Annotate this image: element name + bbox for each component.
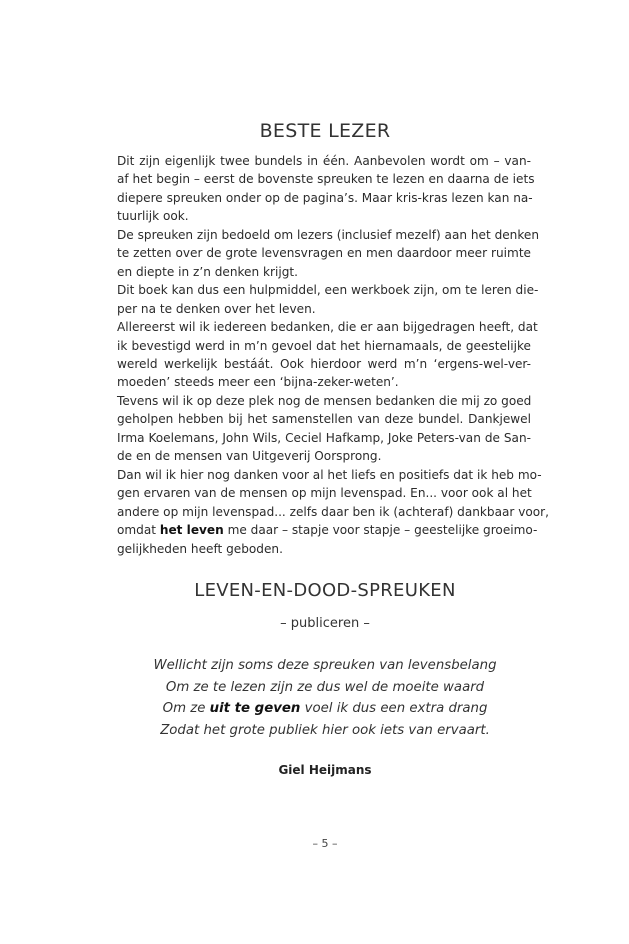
bold-phrase: het leven — [159, 523, 224, 538]
poem-line: Wellicht zijn soms deze spreuken van levensbelang — [153, 658, 497, 673]
text-line: andere op mijn levenspad... zelfs daar ben ik (achteraf) dankbaar voor, — [117, 504, 549, 519]
body-text — [117, 152, 549, 558]
page-number: – 5 – — [312, 837, 338, 850]
text-line: Allereerst wil ik iedereen bedanken, die er aan bijgedragen heeft, dat — [117, 320, 538, 335]
text-line: tuurlijk ook. — [117, 209, 189, 224]
text-line: Tevens wil ik op deze plek nog de mensen bedanken die mij zo goed — [117, 393, 532, 408]
poem-line: Om ze te lezen zijn ze dus wel de moeite waard — [165, 679, 485, 695]
section-title-2: LEVEN-EN-DOOD-SPREUKEN — [194, 580, 456, 601]
text-line: en diepte in z’n denken krijgt. — [117, 264, 298, 279]
poem-line — [0, 698, 629, 720]
text-line: te zetten over de grote levensvragen en men daardoor meer ruimte — [117, 246, 531, 261]
text-line: per na te denken over het leven. — [117, 301, 316, 316]
poem-fragment: Om ze — [162, 701, 210, 716]
text-line: Dit zijn eigenlijk twee bundels in één. Aanbevolen wordt om – van- — [117, 154, 531, 168]
text-line: Dit boek kan dus een hulpmiddel, een werkboek zijn, om te leren die- — [117, 283, 539, 298]
text-fragment: me daar – stapje voor stapje – geestelijke groeimo- — [223, 523, 538, 538]
text-line: af het begin – eerst de bovenste spreuken te lezen en daarna de iets — [117, 172, 535, 187]
text-line: Dan wil ik hier nog danken voor al het liefs en positiefs dat ik heb mo- — [117, 467, 542, 482]
text-line: De spreuken zijn bedoeld om lezers (inclusief mezelf) aan het denken — [117, 227, 540, 242]
text-line: ik bevestigd werd in m’n gevoel dat het hiernamaals, de geestelijke — [117, 338, 531, 353]
poem-line: Zodat het grote publiek hier ook iets van ervaart. — [160, 722, 490, 738]
text-line: gelijkheden heeft geboden. — [117, 541, 283, 556]
author-name: Giel Heijmans — [278, 763, 372, 777]
poem-fragment: voel ik dus een extra drang — [300, 701, 488, 716]
text-line: geholpen hebben bij het samenstellen van deze bundel. Dankjewel — [117, 412, 531, 427]
text-line: diepere spreuken onder op de pagina’s. Maar kris-kras lezen kan na- — [117, 190, 533, 205]
section-subtitle: – publiceren – — [280, 616, 370, 631]
text-line: wereld werkelijk bestáát. Ook hierdoor werd m’n ‘ergens-wel-ver- — [117, 356, 531, 371]
poem — [0, 655, 629, 741]
text-fragment: omdat — [117, 523, 157, 538]
text-line: moeden’ steeds meer een ‘bijna-zeker-weten’. — [117, 375, 399, 390]
text-line: de en de mensen van Uitgeverij Oorsprong. — [117, 449, 382, 464]
text-line: Irma Koelemans, John Wils, Ceciel Hafkamp, Joke Peters-van de San- — [117, 430, 531, 445]
section-title: BESTE LEZER — [259, 120, 391, 142]
poem-bold-phrase: uit te geven — [209, 701, 301, 716]
text-line-with-bold — [117, 521, 538, 539]
text-line: gen ervaren van de mensen op mijn levenspad. En... voor ook al het — [117, 486, 532, 501]
